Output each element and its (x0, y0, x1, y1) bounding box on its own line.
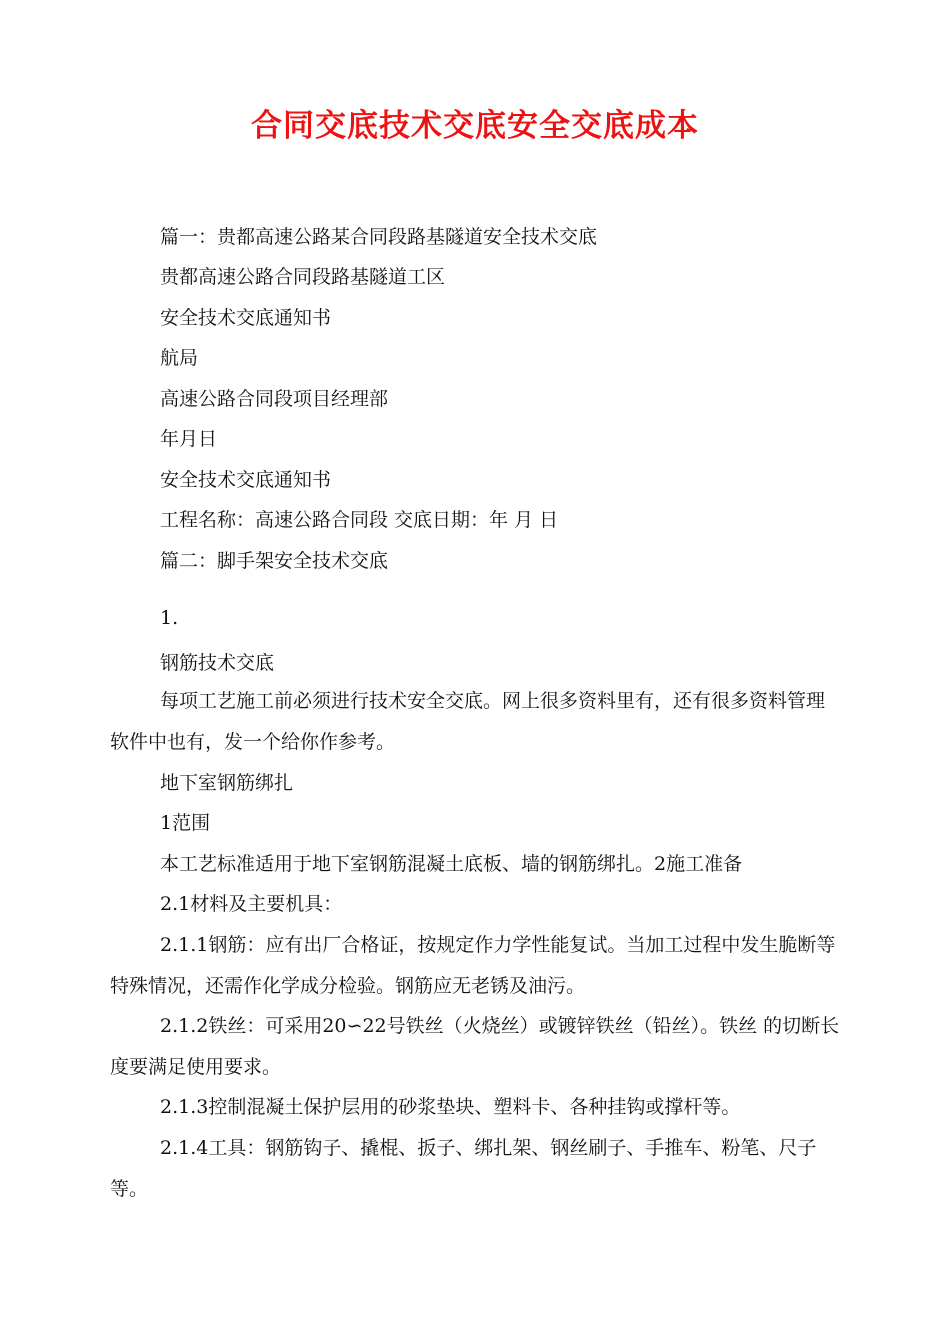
text-line: 贵都高速公路合同段路基隧道工区 (160, 266, 446, 288)
text-line: 工程名称：高速公路合同段 交底日期：年 月 日 (160, 509, 559, 531)
paragraph: 1范围 (160, 812, 211, 834)
text-line: 篇一：贵都高速公路某合同段路基隧道安全技术交底 (160, 226, 598, 248)
text-line: 篇二：脚手架安全技术交底 (160, 550, 389, 572)
text-line: 安全技术交底通知书 (160, 469, 332, 491)
paragraph: 2.1.1钢筋：应有出厂合格证，按规定作力学性能复试。当加工过程中发生脆断等特殊情况，还需作化学成分检验。钢筋应无老锈及油污。 (110, 934, 836, 997)
text-line: 安全技术交底通知书 (160, 307, 332, 329)
paragraph: 2.1.3控制混凝土保护层用的砂浆垫块、塑料卡、各种挂钩或撑杆等。 (160, 1096, 741, 1118)
paragraph: 每项工艺施工前必须进行技术安全交底。网上很多资料里有，还有很多资料管理软件中也有，发一个给你作参考。 (110, 690, 826, 753)
paragraph: 地下室钢筋绑扎 (160, 772, 294, 794)
paragraph: 2.1材料及主要机具： (160, 893, 343, 915)
text-line: 年月日 (160, 428, 218, 450)
paragraph: 本工艺标准适用于地下室钢筋混凝土底板、墙的钢筋绑扎。2施工准备 (160, 853, 743, 875)
paragraph: 2.1.4工具：钢筋钩子、撬棍、扳子、绑扎架、钢丝刷子、手推车、粉笔、尺子等。 (110, 1137, 817, 1200)
paragraph: 2.1.2铁丝：可采用20∽22号铁丝（火烧丝）或镀锌铁丝（铅丝）。铁丝 的切断长度要满足使用要求。 (110, 1015, 840, 1078)
text-line: 1. (160, 607, 179, 629)
document-title: 合同交底技术交底安全交底成本 (251, 108, 699, 144)
text-line: 高速公路合同段项目经理部 (160, 388, 389, 410)
text-line: 钢筋技术交底 (160, 652, 275, 674)
text-line: 航局 (160, 347, 199, 369)
